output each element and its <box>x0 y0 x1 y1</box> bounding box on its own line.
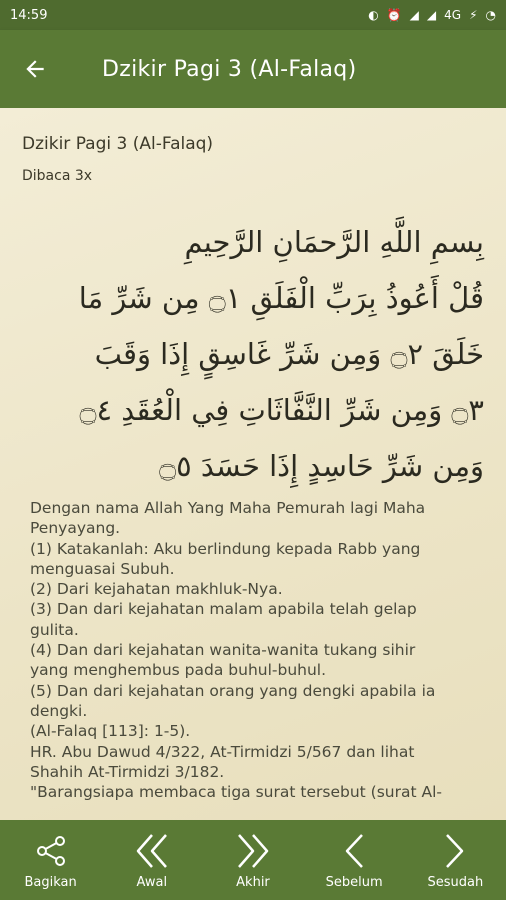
data-saver-icon: ◐ <box>368 8 379 22</box>
translation-line: yang menghembus pada buhul-buhul. <box>30 661 327 680</box>
arabic-line: وَمِن شَرِّ حَاسِدٍ إِذَا حَسَدَ ۝٥ <box>159 449 484 483</box>
translation-line: "Barangsiapa membaca tiga surat tersebut (surat Al- <box>30 783 442 802</box>
battery-icon: ◔ <box>485 8 496 22</box>
arrow-left-icon <box>22 56 48 82</box>
arabic-text <box>14 214 494 494</box>
status-bar <box>0 0 506 30</box>
translation-line: Dengan nama Allah Yang Maha Pemurah lagi Maha <box>30 499 426 517</box>
double-chevron-right-icon <box>235 832 271 870</box>
next-button[interactable] <box>405 820 505 900</box>
dzikir-content[interactable] <box>0 108 506 820</box>
arabic-line: ۝٣ وَمِن شَرِّ النَّفَّاثَاتِ فِي الْعُقَدِ ۝٤ <box>79 393 484 427</box>
status-icons <box>368 8 496 22</box>
translation-line: (3) Dan dari kejahatan malam apabila telah gelap <box>30 600 417 619</box>
translation-text <box>30 498 470 802</box>
page-title: Dzikir Pagi 3 (Al-Falaq) <box>102 56 357 82</box>
alarm-icon: ⏰ <box>386 8 402 22</box>
last-label: Akhir <box>236 874 270 890</box>
arabic-line: بِسمِ اللَّهِ الرَّحمَانِ الرَّحِيمِ <box>184 225 484 259</box>
first-label: Awal <box>136 874 168 890</box>
share-button[interactable] <box>1 820 101 900</box>
battery-charging-icon: ⚡ <box>469 8 478 22</box>
back-button[interactable] <box>0 30 70 108</box>
first-button[interactable] <box>102 820 202 900</box>
double-chevron-left-icon <box>134 832 170 870</box>
chevron-right-icon <box>443 832 467 870</box>
share-icon <box>34 834 68 868</box>
translation-line: menguasai Subuh. <box>30 559 175 578</box>
next-label: Sesudah <box>427 874 484 890</box>
arabic-line: خَلَقَ ۝٢ وَمِن شَرِّ غَاسِقٍ إِذَا وَقَبَ <box>94 337 484 371</box>
previous-button[interactable] <box>304 820 404 900</box>
dzikir-title: Dzikir Pagi 3 (Al-Falaq) <box>22 134 214 154</box>
translation-line: HR. Abu Dawud 4/322, At-Tirmidzi 5/567 dan lihat <box>30 742 415 761</box>
app-bar <box>0 30 506 108</box>
translation-line: dengki. <box>30 701 88 720</box>
signal-icon: ◢ <box>426 8 437 22</box>
translation-line: Shahih At-Tirmidzi 3/182. <box>30 762 225 781</box>
dzikir-count: Dibaca 3x <box>22 168 93 184</box>
previous-label: Sebelum <box>325 874 383 890</box>
arabic-line: قُلْ أَعُوذُ بِرَبِّ الْفَلَقِ ۝١ مِن شَرِّ مَا <box>78 281 484 315</box>
translation-line: (2) Dari kejahatan makhluk-Nya. <box>30 580 283 599</box>
translation-line: Penyayang. <box>30 519 121 538</box>
translation-line: (1) Katakanlah: Aku berlindung kepada Rabb yang <box>30 539 421 558</box>
wifi-signal-icon: ◢ <box>409 8 419 22</box>
bottom-nav <box>0 820 506 900</box>
translation-line: gulita. <box>30 620 79 639</box>
chevron-left-icon <box>342 832 366 870</box>
translation-line: (Al-Falaq [113]: 1-5). <box>30 722 191 741</box>
translation-line: (5) Dan dari kejahatan orang yang dengki apabila ia <box>30 681 436 700</box>
network-type: 4G <box>444 8 462 22</box>
share-label: Bagikan <box>24 874 77 890</box>
last-button[interactable] <box>203 820 303 900</box>
translation-line: (4) Dan dari kejahatan wanita-wanita tukang sihir <box>30 641 416 660</box>
status-time: 14:59 <box>10 7 48 23</box>
